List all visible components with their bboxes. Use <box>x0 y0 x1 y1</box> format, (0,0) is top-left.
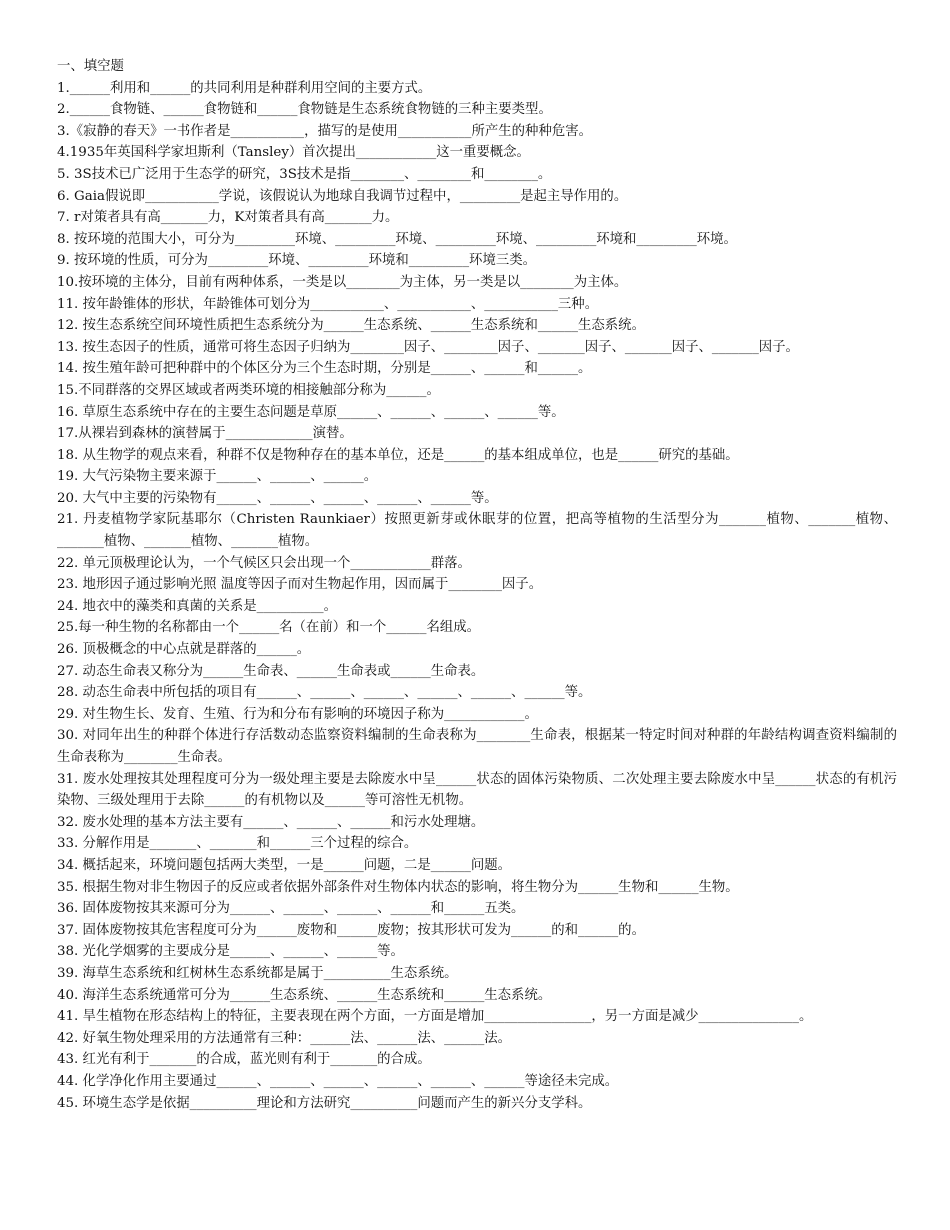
question-22: 22. 单元顶极理论认为，一个气候区只会出现一个____________群落。 <box>57 555 471 571</box>
question-32: 32. 废水处理的基本方法主要有______、______、______和污水处理塘。 <box>57 814 485 830</box>
question-20: 20. 大气中主要的污染物有______、______、______、______、______等。 <box>57 490 498 506</box>
question-38: 38. 光化学烟雾的主要成分是______、______、______等。 <box>57 944 404 960</box>
question-7: 7. r对策者具有高_______力，K对策者具有高_______力。 <box>57 210 399 226</box>
question-35: 35. 根据生物对非生物因子的反应或者依据外部条件对生物体内状态的影响，将生物分为______生物和______生物。 <box>57 879 739 895</box>
question-19: 19. 大气污染物主要来源于______、______、______。 <box>57 469 378 485</box>
question-21: 21. 丹麦植物学家阮基耶尔（Christen Raunkiaer）按照更新芽或休眠芽的位置，把高等植物的生活型分为_______植物、_______植物、_______植物、_______植物、_______植物。 <box>57 512 897 550</box>
question-18: 18. 从生物学的观点来看，种群不仅是物种存在的基本单位，还是______的基本组成单位，也是______研究的基础。 <box>57 447 739 463</box>
question-23: 23. 地形因子通过影响光照 温度等因子而对生物起作用，因而属于________因子。 <box>57 577 543 593</box>
question-41: 41. 旱生植物在形态结构上的特征，主要表现在两个方面，一方面是增加________________，另一方面是减少_______________。 <box>57 1009 813 1025</box>
question-4: 4.1935年英国科学家坦斯利（Tansley）首次提出____________这一重要概念。 <box>57 145 530 161</box>
question-34: 34. 概括起来，环境问题包括两大类型，一是______问题，二是______问题。 <box>57 857 512 873</box>
question-28: 28. 动态生命表中所包括的项目有______、______、______、______、______、______等。 <box>57 685 592 701</box>
question-26: 26. 顶极概念的中心点就是群落的______。 <box>57 642 311 658</box>
question-27: 27. 动态生命表又称分为______生命表、______生命表或______生命表。 <box>57 663 485 679</box>
question-39: 39. 海草生态系统和红树林生态系统都是属于__________生态系统。 <box>57 965 458 981</box>
question-33: 33. 分解作用是_______、_______和______三个过程的综合。 <box>57 836 418 852</box>
question-9: 9. 按环境的性质，可分为_________环境、_________环境和_________环境三类。 <box>57 253 537 269</box>
document-page <box>57 56 897 1114</box>
question-8: 8. 按环境的范围大小，可分为_________环境、_________环境、_________环境、_________环境和_________环境。 <box>57 231 737 247</box>
question-42: 42. 好氧生物处理采用的方法通常有三种：______法、______法、______法。 <box>57 1030 512 1046</box>
question-13: 13. 按生态因子的性质，通常可将生态因子归纳为________因子、________因子、_______因子、_______因子、_______因子。 <box>57 339 799 355</box>
question-40: 40. 海洋生态系统通常可分为______生态系统、______生态系统和______生态系统。 <box>57 987 552 1003</box>
question-29: 29. 对生物生长、发育、生殖、行为和分布有影响的环境因子称为____________。 <box>57 706 538 722</box>
question-list <box>57 78 897 1115</box>
question-44: 44. 化学净化作用主要通过______、______、______、______、______、______等途径未完成。 <box>57 1073 619 1089</box>
question-5: 5. 3S技术已广泛用于生态学的研究，3S技术是指________、________和________。 <box>57 166 552 182</box>
question-16: 16. 草原生态系统中存在的主要生态问题是草原______、______、______、______等。 <box>57 404 565 420</box>
question-37: 37. 固体废物按其危害程度可分为______废物和______废物；按其形状可发为______的和______的。 <box>57 922 645 938</box>
question-25: 25.每一种生物的名称都由一个______名（在前）和一个______名组成。 <box>57 620 481 636</box>
question-1: 1.______利用和______的共同利用是种群利用空间的主要方式。 <box>57 80 432 96</box>
question-36: 36. 固体废物按其来源可分为______、______、______、______和______五类。 <box>57 901 525 917</box>
question-2: 2.______食物链、______食物链和______食物链是生态系统食物链的三种主要类型。 <box>57 102 552 118</box>
question-11: 11. 按年龄锥体的形状，年龄锥体可划分为___________、___________、___________三种。 <box>57 296 599 312</box>
question-15: 15.不同群落的交界区域或者两类环境的相接触部分称为______。 <box>57 382 440 398</box>
question-12: 12. 按生态系统空间环境性质把生态系统分为______生态系统、______生态系统和______生态系统。 <box>57 318 645 334</box>
question-43: 43. 红光有利于_______的合成，蓝光则有利于_______的合成。 <box>57 1052 431 1068</box>
question-14: 14. 按生殖年龄可把种群中的个体区分为三个生态时期，分别是______、______和______。 <box>57 361 592 377</box>
question-6: 6. Gaia假说即___________学说，该假说认为地球自我调节过程中，_________是起主导作用的。 <box>57 188 628 204</box>
question-31: 31. 废水处理按其处理程度可分为一级处理主要是去除废水中呈______状态的固体污染物质、二次处理主要去除废水中呈______状态的有机污染物、三级处理用于去除______的有机物以及______等可溶性无机物。 <box>57 771 897 809</box>
question-30: 30. 对同年出生的种群个体进行存活数动态监察资料编制的生命表称为________生命表，根据某一特定时间对种群的年龄结构调查资料编制的生命表称为________生命表。 <box>57 728 897 765</box>
question-17: 17.从裸岩到森林的演替属于_____________演替。 <box>57 426 353 442</box>
question-24: 24. 地衣中的藻类和真菌的关系是__________。 <box>57 598 337 614</box>
question-10: 10.按环境的主体分，目前有两种体系，一类是以________为主体，另一类是以________为主体。 <box>57 274 628 290</box>
question-45: 45. 环境生态学是依据__________理论和方法研究__________问题而产生的新兴分支学科。 <box>57 1095 592 1111</box>
section-title: 一、填空题 <box>57 59 124 74</box>
question-3: 3.《寂静的春天》一书作者是___________，描写的是使用___________所产生的种种危害。 <box>57 123 593 139</box>
